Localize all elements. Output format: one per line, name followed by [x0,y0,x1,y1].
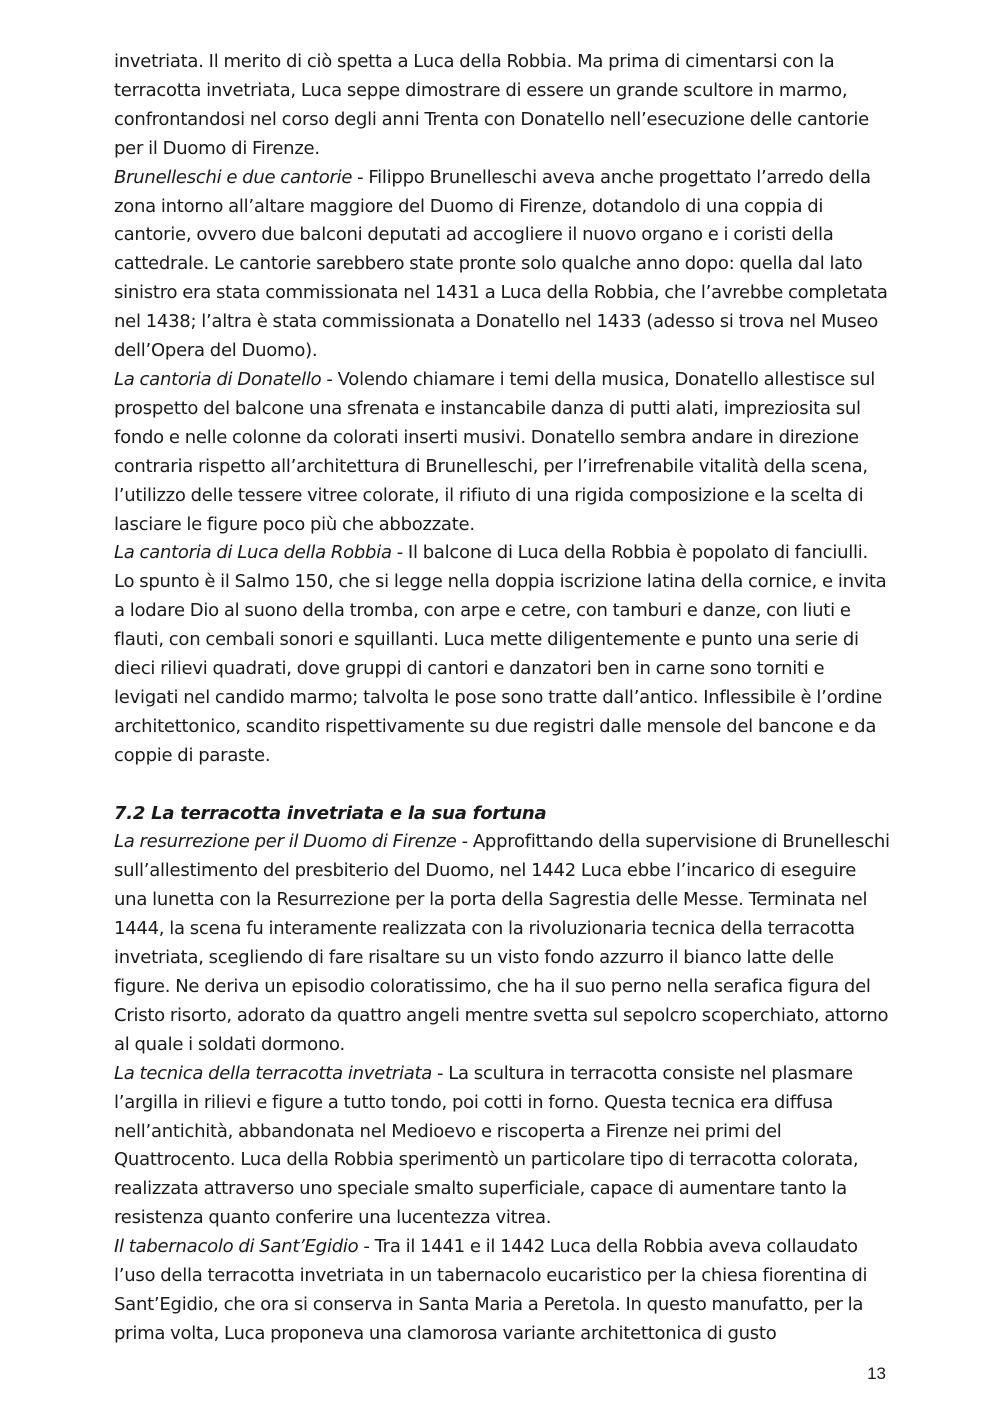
paragraph-text: - Volendo chiamare i temi della musica, Donatello allestisce sul prospetto del balcone una sfrenata e instancabile danza di putti alati, impreziosita sul fondo e nelle colonne da colorati inserti musivi. Donatello sembra andare in direzione contraria rispetto all’architettura di Brunelleschi, per l’irrefrenabile vitalità della scena, l’utilizzo delle tessere vitree colorate, il rifiuto di una rigida composizione e la scelta di lasciare le figure poco più che abbozzate. [114,368,876,535]
paragraph-lead: Il tabernacolo di Sant’Egidio [114,1236,359,1258]
paragraph-tabernacolo [114,1233,890,1349]
paragraph-text: - Tra il 1441 e il 1442 Luca della Robbia aveva collaudato l’uso della terracotta invetriata in un tabernacolo eucaristico per la chiesa fiorentina di Sant’Egidio, che ora si conserva in Santa Maria a Peretola. In questo manufatto, per la prima volta, Luca proponeva una clamorosa variante architettonica di gusto [114,1236,868,1344]
blank-line [114,771,890,800]
section-heading: 7.2 La terracotta invetriata e la sua fortuna [114,802,547,824]
paragraph-lead: La tecnica della terracotta invetriata [114,1062,433,1084]
document-page [114,48,890,1349]
paragraph-lead: Brunelleschi e due cantorie [114,166,353,188]
page-number: 13 [867,1364,886,1383]
paragraph-text: - Filippo Brunelleschi aveva anche progettato l’arredo della zona intorno all’altare maggiore del Duomo di Firenze, dotandolo di una coppia di cantorie, ovvero due balconi deputati ad accogliere il nuovo organo e i coristi della cattedrale. Le cantorie sarebbero state pronte solo qualche anno dopo: quella dal lato sinistro era stata commissionata nel 1431 a Luca della Robbia, che l’avrebbe completata nel 1438; l’altra è stata commissionata a Donatello nel 1433 (adesso si trova nel Museo dell’Opera del Duomo). [114,166,888,362]
paragraph-text: - La scultura in terracotta consiste nel plasmare l’argilla in rilievi e figure a tutto tondo, poi cotti in forno. Questa tecnica era diffusa nell’antichità, abbandonata nel Medioevo e riscoperta a Firenze nei primi del Quattrocento. Luca della Robbia sperimentò un particolare tipo di terracotta colorata, realizzata attraverso uno speciale smalto superficiale, capace di aumentare tanto la resistenza quanto conferire una lucentezza vitrea. [114,1062,859,1229]
paragraph-lead: La cantoria di Luca della Robbia [114,542,392,564]
paragraph-cantoria-luca [114,539,890,770]
paragraph-tecnica [114,1060,890,1233]
paragraph-resurrezione [114,828,890,1059]
paragraph-cantoria-donatello [114,366,890,539]
intro-paragraph: invetriata. Il merito di ciò spetta a Luca della Robbia. Ma prima di cimentarsi con la terracotta invetriata, Luca seppe dimostrare di essere un grande scultore in marmo, confrontandosi nel corso degli anni Trenta con Donatello nell’esecuzione delle cantorie per il Duomo di Firenze. [114,51,869,159]
paragraph-lead: La cantoria di Donatello [114,368,322,390]
paragraph-text: - Approfittando della supervisione di Brunelleschi sull’allestimento del presbiterio del Duomo, nel 1442 Luca ebbe l’incarico di eseguire una lunetta con la Resurrezione per la porta della Sagrestia delle Messe. Terminata nel 1444, la scena fu interamente realizzata con la rivoluzionaria tecnica della terracotta invetriata, scegliendo di fare risaltare su un visto fondo azzurro il bianco latte delle figure. Ne deriva un episodio coloratissimo, che ha il suo perno nella serafica figura del Cristo risorto, adorato da quattro angeli mentre svetta sul sepolcro scoperchiato, attorno al quale i soldati dormono. [114,831,890,1055]
paragraph-brunelleschi-cantorie [114,164,890,366]
paragraph-lead: La resurrezione per il Duomo di Firenze [114,831,457,853]
paragraph-text: - Il balcone di Luca della Robbia è popolato di fanciulli. Lo spunto è il Salmo 150, che si legge nella doppia iscrizione latina della cornice, e invita a lodare Dio al suono della tromba, con arpe e cetre, con tamburi e danze, con liuti e flauti, con cembali sonori e squillanti. Luca mette diligentemente e punto una serie di dieci rilievi quadrati, dove gruppi di cantori e danzatori ben in carne sono torniti e levigati nel candido marmo; talvolta le pose sono tratte dall’antico. Inflessibile è l’ordine architettonico, scandito rispettivamente su due registri dalle mensole del bancone e da coppie di paraste. [114,542,887,766]
